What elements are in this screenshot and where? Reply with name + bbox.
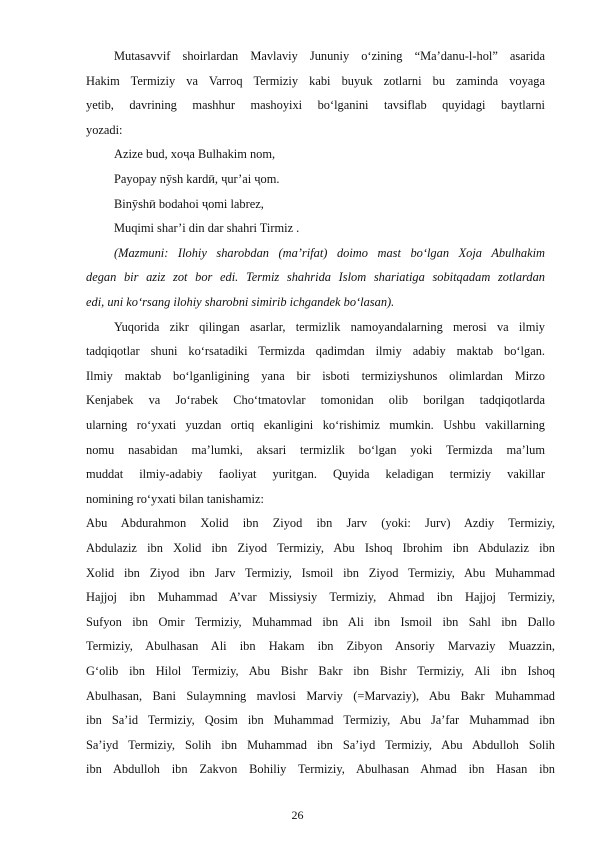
text-line: Yuqorida zikr qilingan asarlar, termizlik namoyandalarning merosi va ilmiy bbox=[114, 319, 545, 334]
poem-line: Muqimi shar’i din dar shahri Tirmiz . bbox=[114, 221, 300, 236]
text-line: Mutasavvif shoirlardan Mavlaviy Jununiy o‘zining “Ma’danu-l-hol” asarida bbox=[114, 49, 545, 63]
paragraph-research-last-line bbox=[86, 487, 545, 512]
text-line: Ilmiy maktab bo‘lganligining yana bir isboti termiziyshunos olimlardan Mirzo bbox=[86, 368, 545, 383]
text-line: Sufyon ibn Omir Termiziy, Muhammad ibn Ali ibn Ismoil ibn Sahl ibn Dallo bbox=[86, 614, 555, 629]
paragraph-intro-last-line bbox=[86, 118, 545, 143]
text-line: Kenjabek va Jo‘rabek Cho‘tmatovlar tomonidan olib borilgan tadqiqotlarda bbox=[86, 393, 545, 408]
page-number: 26 bbox=[291, 808, 304, 822]
paragraph-intro-first-line bbox=[114, 44, 545, 69]
poem-block bbox=[114, 142, 299, 240]
translation-last-line bbox=[86, 290, 545, 315]
text-line: ularning ro‘yxati yuzdan ortiq ekanligini ko‘rishimiz mumkin. Ushbu vakillarning bbox=[86, 417, 545, 432]
text-line: Abu Abdurahmon Xolid ibn Ziyod ibn Jarv (yoki: Jurv) Azdiy Termiziy, bbox=[86, 516, 555, 531]
poem-line: Binӯshӣ bodahoi ҷomi labrez, bbox=[114, 196, 264, 211]
text-line: tadqiqotlar shuni ko‘rsatadiki Termizda qadimdan ilmiy adabiy maktab bo‘lgan. bbox=[86, 344, 545, 359]
translation-first-line bbox=[114, 241, 545, 266]
text-line: yetib, davrining mashhur mashoyixi bo‘lganini tavsiflab quyidagi baytlarni bbox=[86, 98, 545, 113]
text-line: Hakim Termiziy va Varroq Termiziy kabi buyuk zotlarni bu zaminda voyaga bbox=[86, 73, 545, 88]
text-line: G‘olib ibn Hilol Termiziy, Abu Bishr Bakr ibn Bishr Termiziy, Ali ibn Ishoq bbox=[86, 663, 555, 678]
paragraph-name-list bbox=[86, 511, 555, 782]
text-line: Abulhasan, Bani Sulaymning mavlosi Marviy (=Marvaziy), Abu Bakr Muhammad bbox=[86, 688, 555, 703]
text-line: (Mazmuni: Ilohiy sharobdan (ma’rifat) doimo mast bo‘lgan Xoja Abulhakim bbox=[114, 245, 545, 260]
paragraph-research bbox=[86, 339, 545, 487]
text-line: nomining ro‘yxati bilan tanishamiz: bbox=[86, 491, 264, 506]
text-line: Xolid ibn Ziyod ibn Jarv Termiziy, Ismoil ibn Ziyod Termiziy, Abu Muhammad bbox=[86, 565, 555, 580]
text-line: degan bir aziz zot bor edi. Termiz shahrida Islom shariatiga sobitqadam zotlardan bbox=[86, 270, 545, 285]
text-line: nomu nasabidan ma’lumki, aksari termizlik bo‘lgan yoki Termizda ma’lum bbox=[86, 442, 545, 457]
text-line: ibn Abdulloh ibn Zakvon Bohiliy Termiziy, Abulhasan Ahmad ibn Hasan ibn bbox=[86, 762, 555, 777]
text-line: muddat ilmiy-adabiy faoliyat yuritgan. Quyida keladigan termiziy vakillar bbox=[86, 467, 545, 482]
text-line: edi, uni ko‘rsang ilohiy sharobni simirib ichgandek bo‘lasan). bbox=[86, 295, 395, 309]
poem-line: Payopay nӯsh kardӣ, ҷur’ai ҷom. bbox=[114, 171, 280, 186]
poem-line: Azize bud, xoҷa Bulhakim nom, bbox=[114, 147, 276, 162]
text-line: yozadi: bbox=[86, 122, 123, 137]
text-line: ibn Sa’id Termiziy, Qosim ibn Muhammad Termiziy, Abu Ja’far Muhammad ibn bbox=[86, 713, 555, 728]
paragraph-research-first-line bbox=[114, 315, 545, 340]
text-line: Hajjoj ibn Muhammad A’var Missiysiy Termiziy, Ahmad ibn Hajjoj Termiziy, bbox=[86, 590, 555, 605]
text-line: Abdulaziz ibn Xolid ibn Ziyod Termiziy, Abu Ishoq Ibrohim ibn Abdulaziz ibn bbox=[86, 540, 555, 555]
text-line: Termiziy, Abulhasan Ali ibn Hakam ibn Zibyon Ansoriy Marvaziy Muazzin, bbox=[86, 639, 555, 654]
translation-text bbox=[86, 265, 545, 290]
text-line: Sa’iyd Termiziy, Solih ibn Muhammad ibn Sa’iyd Termiziy, Abu Abdulloh Solih bbox=[86, 737, 555, 752]
paragraph-intro bbox=[86, 69, 545, 118]
